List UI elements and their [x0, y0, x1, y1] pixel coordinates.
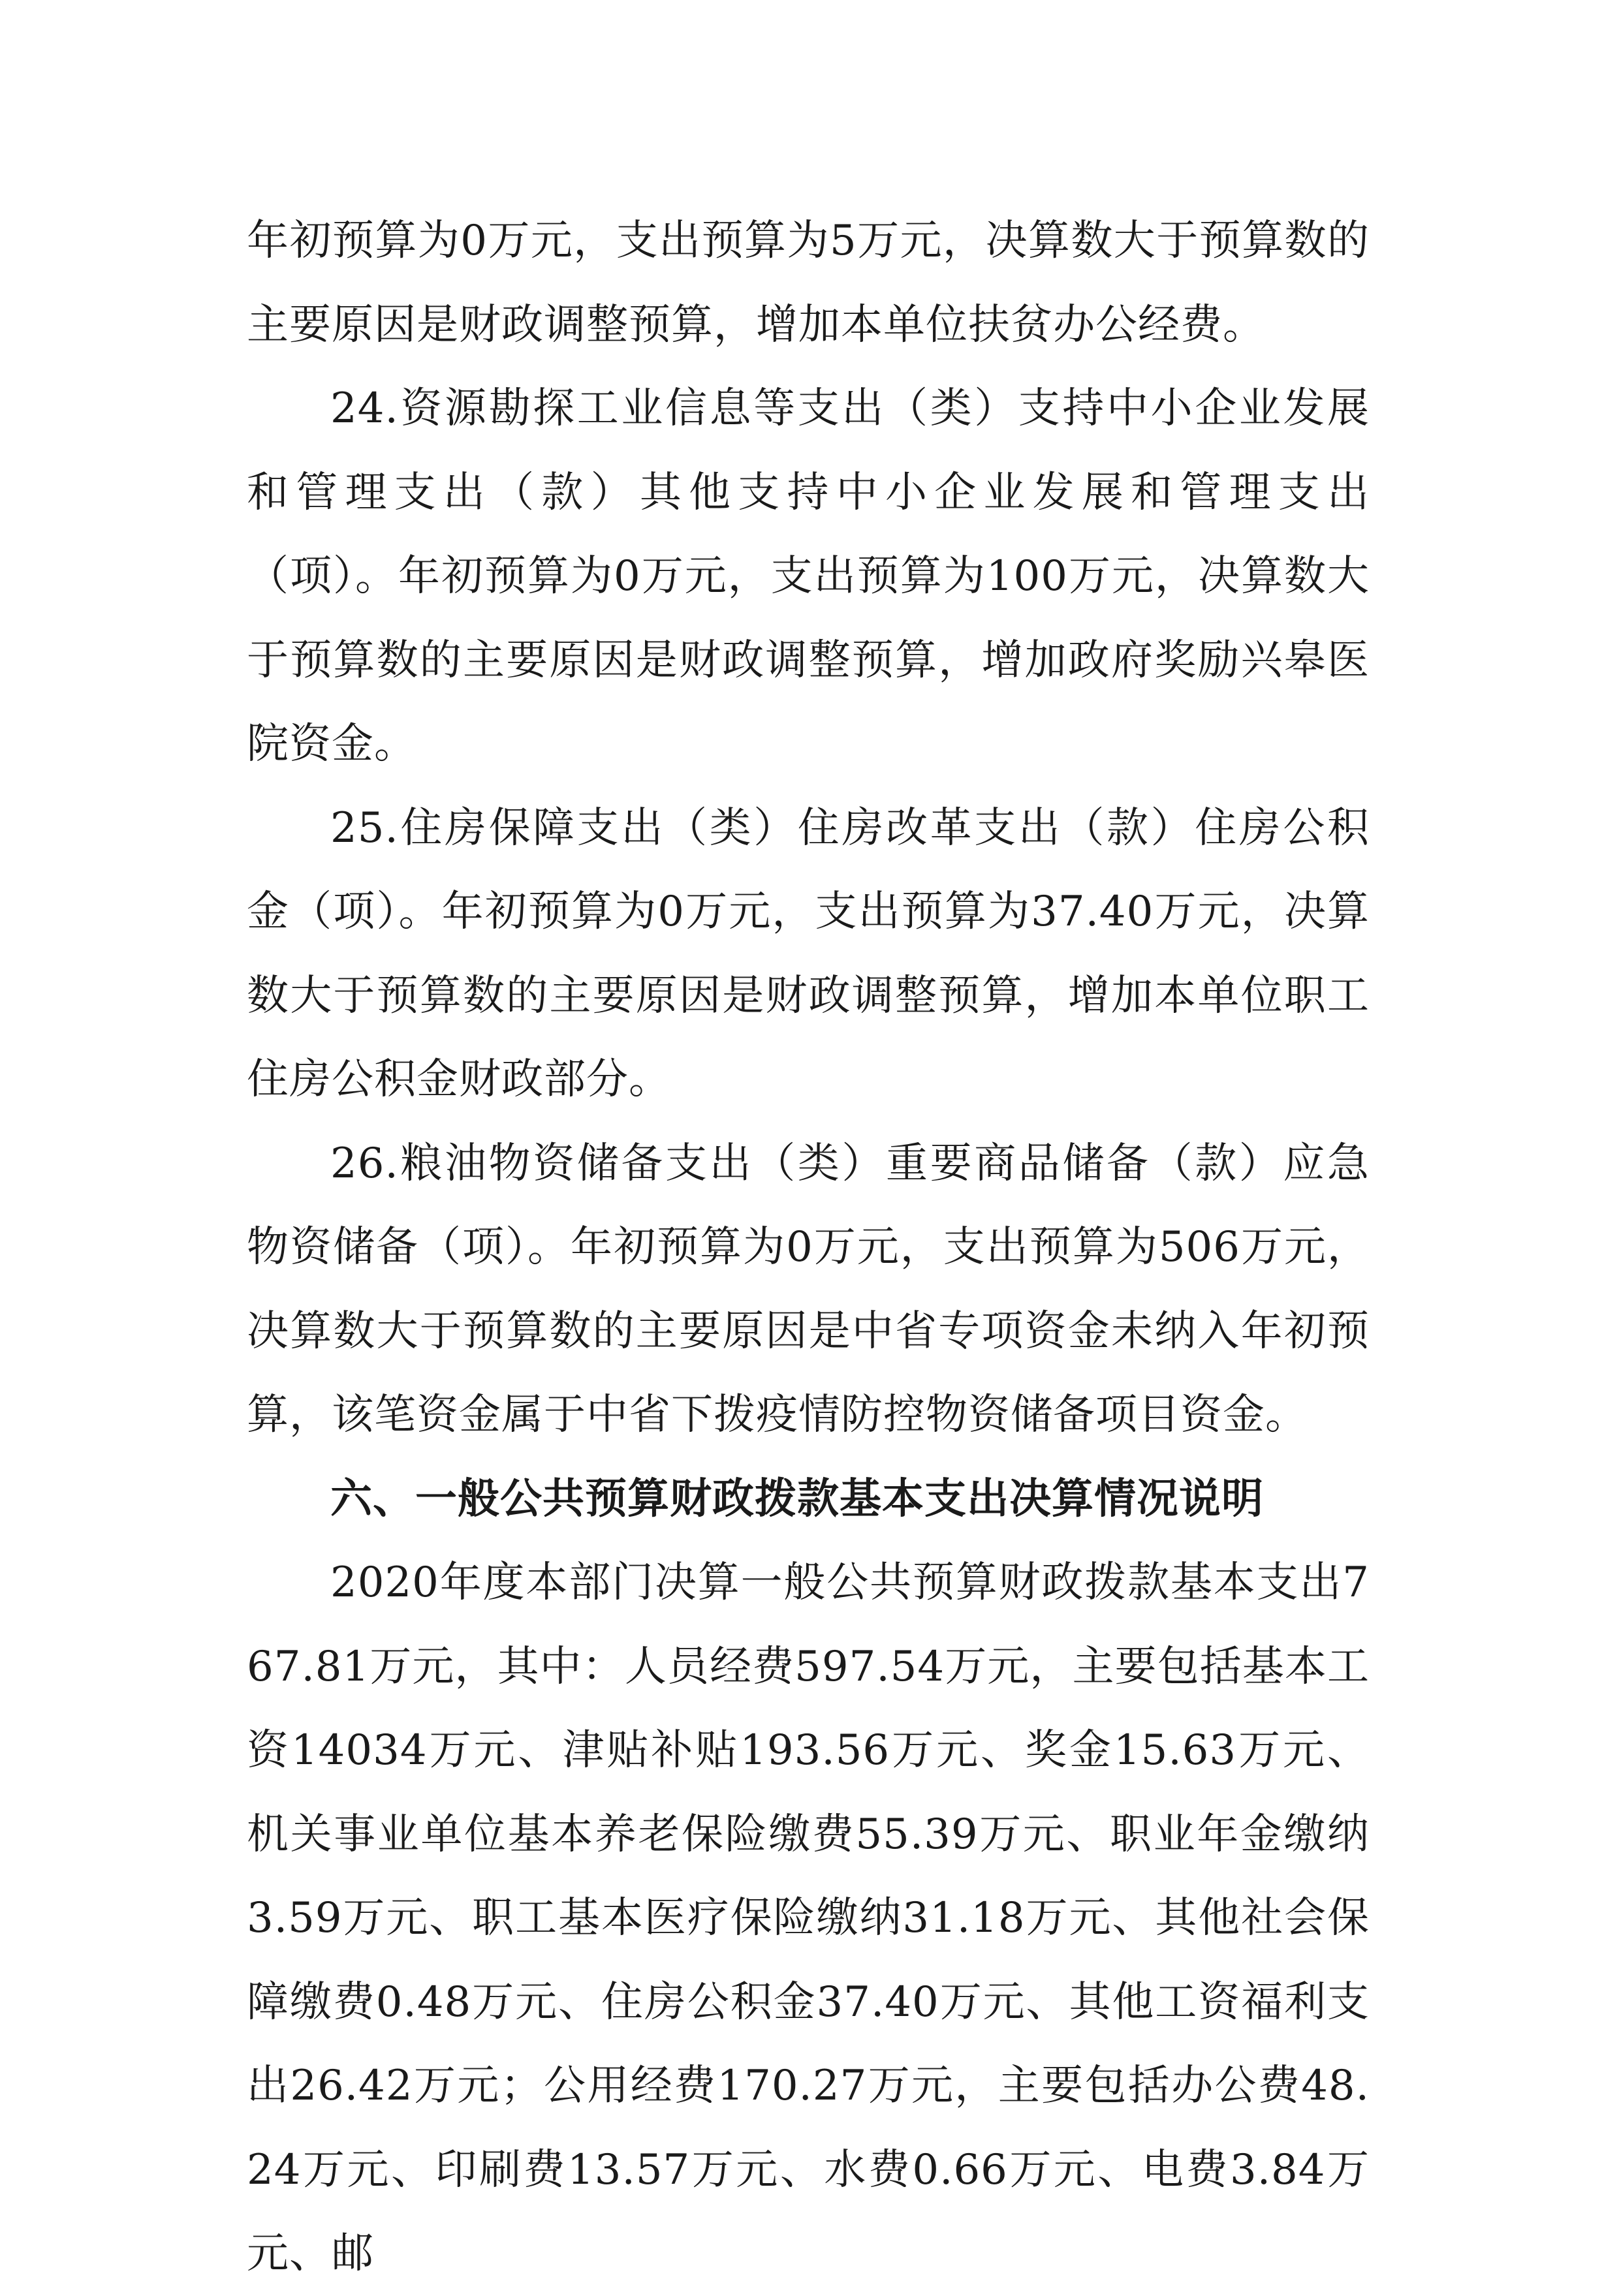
- section-heading: 六、一般公共预算财政拨款基本支出决算情况说明: [330, 1474, 1264, 1523]
- paragraph-item-24: 24.资源勘探工业信息等支出（类）支持中小企业发展和管理支出（款）其他支持中小企业发展和管理支出（项）。年初预算为0万元，支出预算为100万元，决算数大于预算数的主要原因是财政调整预算，增加政府奖励兴皋医院资金。: [247, 384, 1370, 768]
- paragraph-item-25: 25.住房保障支出（类）住房改革支出（款）住房公积金（项）。年初预算为0万元，支出预算为37.40万元，决算数大于预算数的主要原因是财政调整预算，增加本单位职工住房公积金财政部分。: [247, 803, 1370, 1104]
- paragraph-item-26: 26.粮油物资储备支出（类）重要商品储备（款）应急物资储备（项）。年初预算为0万元，支出预算为506万元，决算数大于预算数的主要原因是中省专项资金未纳入年初预算，该笔资金属于中省下拨疫情防控物资储备项目资金。: [247, 1139, 1370, 1439]
- document-body: [247, 199, 1370, 2296]
- paragraph-basic-expenditure: 2020年度本部门决算一般公共预算财政拨款基本支出767.81万元，其中：人员经费597.54万元，主要包括基本工资14034万元、津贴补贴193.56万元、奖金15.63万元、机关事业单位基本养老保险缴费55.39万元、职业年金缴纳3.59万元、职工基本医疗保险缴纳31.18万元、其他社会保障缴费0.48万元、住房公积金37.40万元、其他工资福利支出26.42万元；公用经费170.27万元，主要包括办公费48.24万元、印刷费13.57万元、水费0.66万元、电费3.84万元、邮: [247, 1559, 1370, 2278]
- paragraph-continuation: 年初预算为0万元，支出预算为5万元，决算数大于预算数的主要原因是财政调整预算，增加本单位扶贫办公经费。: [247, 217, 1370, 349]
